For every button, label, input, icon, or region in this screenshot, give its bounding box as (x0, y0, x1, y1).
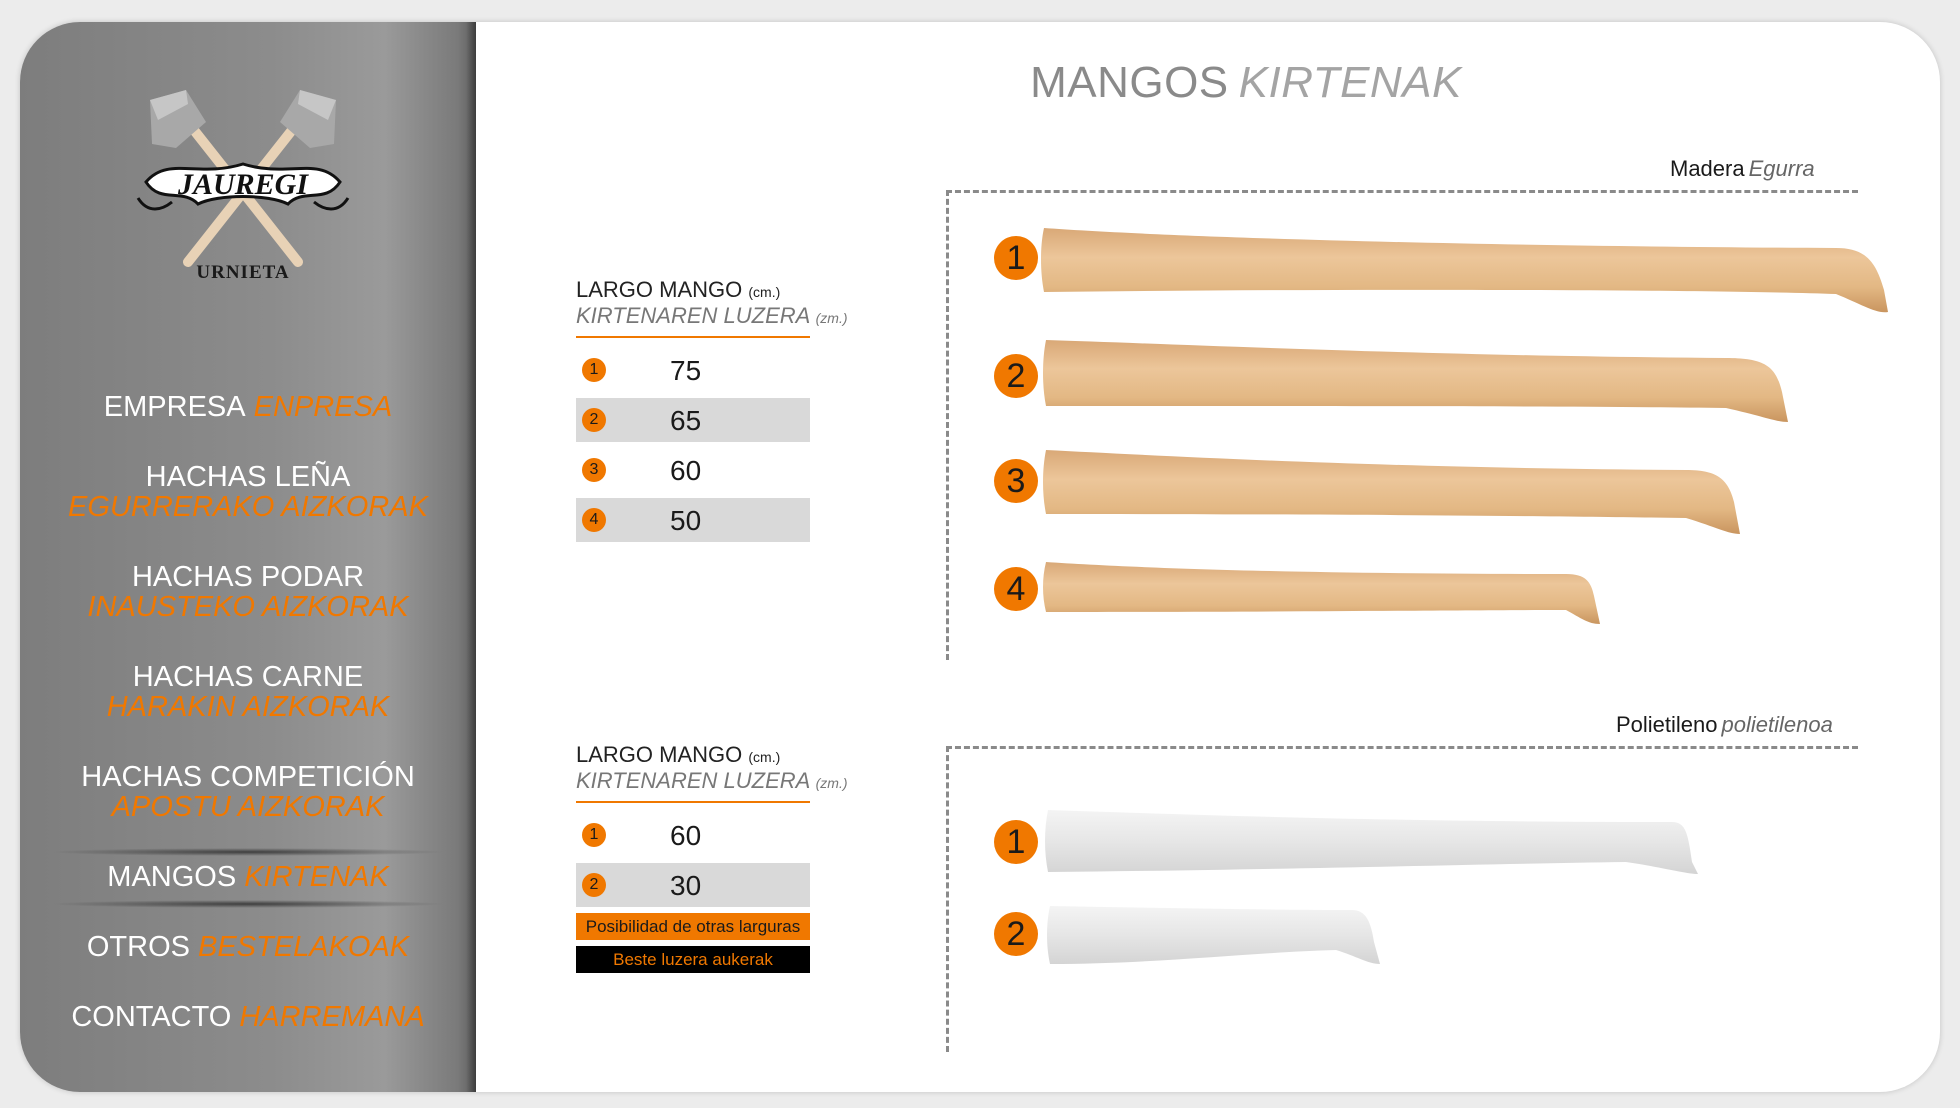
page-title: MANGOS KIRTENAK (1030, 58, 1462, 107)
nav-item-hachas-lena[interactable]: HACHAS LEÑA EGURRERAKO AIZKORAK (68, 461, 428, 523)
length-value: 65 (670, 405, 702, 436)
nav-item-empresa[interactable]: EMPRESA ENPRESA (103, 391, 393, 423)
other-lengths-note-eu: Beste luzera aukerak (576, 946, 810, 973)
handle-number-badge: 1 (994, 236, 1038, 280)
main-content (476, 22, 1940, 1092)
length-value: 60 (670, 820, 702, 851)
number-badge: 1 (582, 823, 606, 847)
number-badge: 2 (582, 408, 606, 432)
handle-number-badge: 3 (994, 459, 1038, 503)
poly-handle-2 (1047, 906, 1380, 964)
length-value: 30 (670, 870, 702, 901)
wood-handle-3 (1043, 450, 1740, 534)
number-badge: 1 (582, 358, 606, 382)
jauregi-logo[interactable] (128, 86, 358, 286)
nav-item-hachas-carne[interactable]: HACHAS CARNE HARAKIN AIZKORAK (106, 661, 390, 723)
handle-illustrations (476, 22, 1940, 1092)
handle-number-badge: 1 (994, 820, 1038, 864)
table-header-es: LARGO MANGO (cm.) (576, 277, 781, 302)
wood-section-label: Madera Egurra (1670, 156, 1815, 181)
crossed-axes-icon (128, 86, 358, 286)
handle-number-badge: 4 (994, 567, 1038, 611)
number-badge: 4 (582, 508, 606, 532)
number-badge: 3 (582, 458, 606, 482)
nav-item-hachas-competicion[interactable]: HACHAS COMPETICIÓN APOSTU AIZKORAK (81, 761, 415, 823)
nav-item-mangos[interactable]: MANGOS KIRTENAK (20, 862, 476, 892)
sidebar (20, 22, 476, 1092)
length-value: 50 (670, 505, 702, 536)
length-value: 60 (670, 455, 702, 486)
handle-number-badge: 2 (994, 354, 1038, 398)
handle-number-badge: 2 (994, 912, 1038, 956)
poly-section-label: Polietileno polietilenoa (1616, 712, 1833, 737)
logo-place-text: URNIETA (196, 262, 290, 283)
wood-handle-2 (1043, 340, 1788, 422)
poly-dashed-top (946, 746, 1858, 749)
table-header-es: LARGO MANGO (cm.) (576, 742, 781, 767)
poly-handle-1 (1045, 810, 1698, 874)
nav-item-otros[interactable]: OTROS BESTELAKOAK (86, 931, 410, 963)
other-lengths-note-es: Posibilidad de otras larguras (576, 913, 810, 940)
table-header-eu: KIRTENAREN LUZERA (zm.) (576, 768, 848, 793)
wood-handle-4 (1043, 562, 1600, 624)
table-header-eu: KIRTENAREN LUZERA (zm.) (576, 303, 848, 328)
page-frame (20, 22, 1940, 1092)
poly-dashed-left (946, 746, 949, 1052)
nav-item-hachas-podar[interactable]: HACHAS PODAR INAUSTEKO AIZKORAK (87, 561, 409, 623)
svg-text:JAUREGI: JAUREGI (177, 168, 309, 201)
number-badge: 2 (582, 873, 606, 897)
nav-item-contacto[interactable]: CONTACTO HARREMANA (71, 1001, 425, 1033)
wood-handle-1 (1041, 228, 1888, 312)
length-value: 75 (670, 355, 702, 386)
active-divider-bottom (50, 900, 446, 908)
active-divider-top (50, 848, 446, 856)
